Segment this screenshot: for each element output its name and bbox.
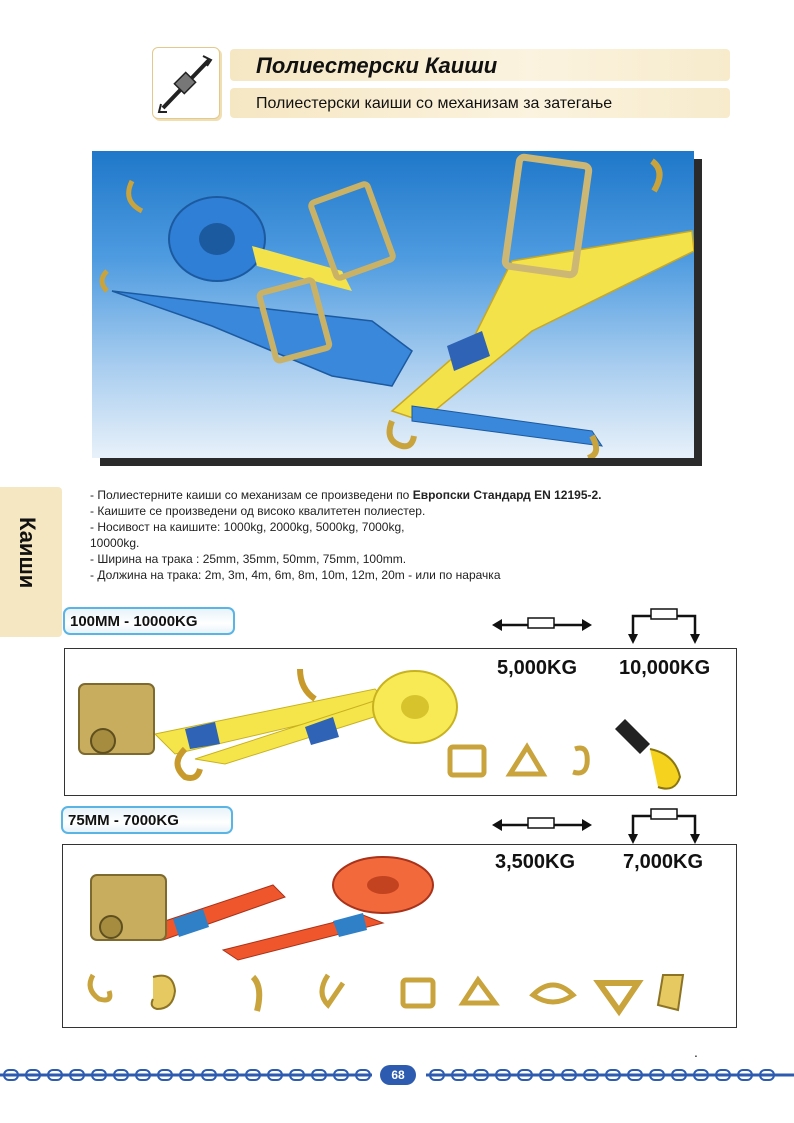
page-subtitle: Полиестерски каиши со механизам за затегање (256, 95, 613, 112)
page-number-badge (380, 1065, 416, 1085)
footer-dot: . (694, 1044, 698, 1060)
product-box-75mm (62, 844, 737, 1028)
capacity-straight: 3,500KG (495, 851, 576, 873)
footer-chain-right (426, 1068, 794, 1082)
product-box-100mm (64, 648, 737, 796)
ratchet-straps-illustration (92, 151, 694, 458)
description-line: - Ширина на трака : 25mm, 35mm, 50mm, 75mm, 100mm. (90, 552, 407, 566)
ratchet-strap-icon (153, 48, 219, 118)
capacity-loop: 7,000KG (623, 851, 704, 873)
product-label-text: 75MM - 7000KG (68, 812, 179, 829)
product-label-75mm (61, 806, 233, 834)
category-side-tab (0, 487, 62, 637)
description-line (90, 487, 710, 503)
hero-product-photo (92, 151, 694, 458)
straight-pull-icon (492, 813, 592, 837)
product-label-text: 100MM - 10000KG (70, 613, 198, 630)
product-description (90, 487, 710, 583)
description-line: 10000kg. (90, 536, 140, 550)
category-side-tab-label: Каиши (15, 517, 40, 589)
description-line: - Должина на трака: 2m, 3m, 4m, 6m, 8m, 10m, 12m, 20m - или по нарачка (90, 568, 501, 582)
capacity-straight: 5,000KG (497, 657, 578, 679)
loop-pull-icon (625, 606, 703, 644)
footer-chain-left (0, 1068, 372, 1082)
straight-pull-icon (492, 613, 592, 637)
page-title: Полиестерски Каиши (256, 53, 498, 78)
standard-reference: Европски Стандард EN 12195-2. (412, 488, 602, 502)
loop-pull-icon (625, 806, 703, 844)
description-text: - Полиестерните каиши со механизам се произведени по (90, 488, 413, 502)
description-line: - Каишите се произведени од високо квалитетен полиестер. (90, 504, 426, 518)
page-title-bar (230, 49, 730, 81)
strap-100mm-illustration (65, 649, 735, 794)
page-subtitle-bar (230, 88, 730, 118)
strap-75mm-illustration (63, 845, 735, 1027)
product-label-100mm (63, 607, 235, 635)
page-number: 68 (391, 1068, 405, 1082)
product-icon-box (152, 47, 220, 119)
description-line: - Носивост на каишите: 1000kg, 2000kg, 5000kg, 7000kg, (90, 520, 405, 534)
capacity-loop: 10,000KG (619, 657, 711, 679)
